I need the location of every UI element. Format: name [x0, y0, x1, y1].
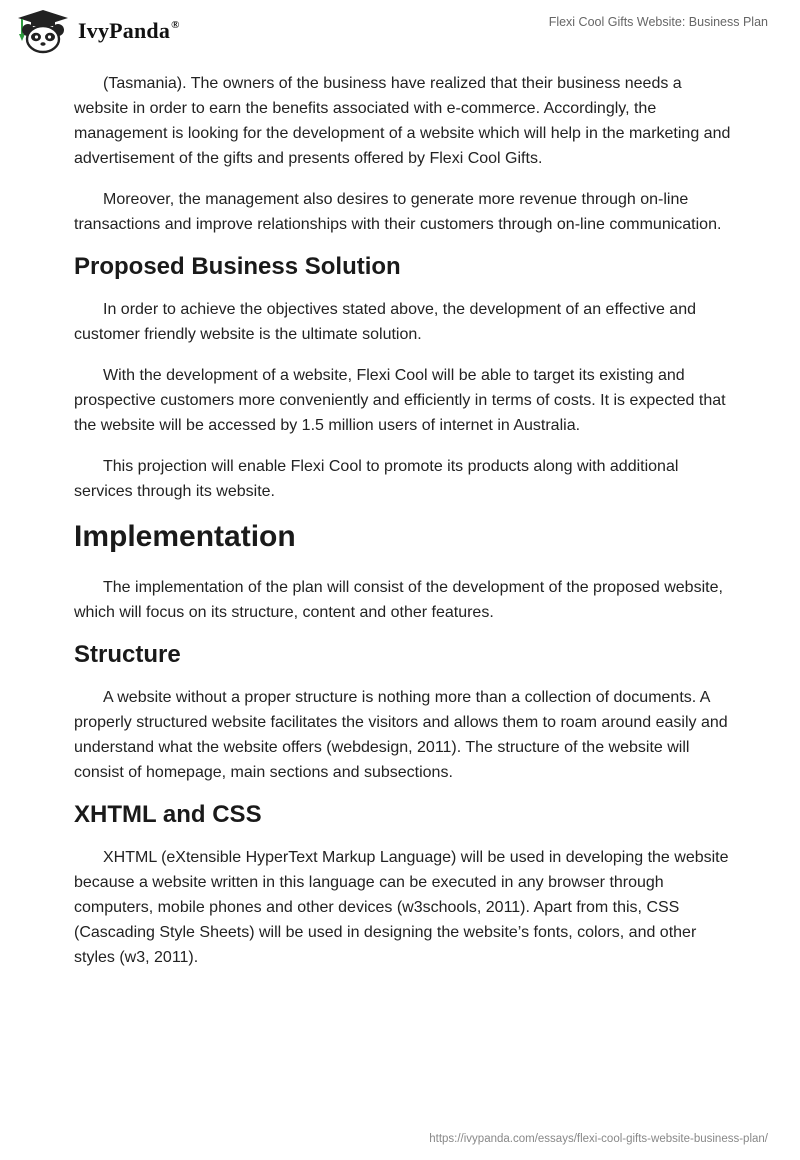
page-header [0, 0, 800, 60]
panda-graduation-cap-icon [14, 8, 72, 54]
document-title: Flexi Cool Gifts Website: Business Plan [548, 15, 768, 29]
paragraph: This projection will enable Flexi Cool to promote its products along with additional services through its website. [74, 458, 679, 500]
section-heading-structure: Structure [74, 641, 181, 668]
paragraph: XHTML (eXtensible HyperText Markup Language) will be used in developing the website because a website written in this language can be executed in any browser through computers, mobile phones and other devices (w3schools, 2011). Apart from this, CSS (Cascading Style Sheets) will be used in designing the website’s fonts, colors, and other styles (w3, 2011). [74, 849, 729, 966]
paragraph: With the development of a website, Flexi Cool will be able to target its existing and prospective customers more conveniently and efficiently in terms of costs. It is expected that the website will be accessed by 1.5 million users of internet in Australia. [74, 367, 726, 434]
brand-name: IvyPanda® [78, 18, 180, 43]
paragraph: A website without a proper structure is nothing more than a collection of documents. A properly structured website facilitates the visitors and allows them to roam around easily and understand what the website offers (webdesign, 2011). The structure of the website will consist of homepage, main sections and subsections. [74, 689, 728, 781]
source-url[interactable]: https://ivypanda.com/essays/flexi-cool-gifts-website-business-plan/ [429, 1133, 768, 1145]
paragraph: In order to achieve the objectives stated above, the development of an effective and customer friendly website is the ultimate solution. [74, 301, 696, 343]
section-heading-proposed-solution: Proposed Business Solution [74, 253, 401, 280]
paragraph: Moreover, the management also desires to generate more revenue through on-line transactions and improve relationships with their customers through on-line communication. [74, 191, 722, 233]
section-heading-implementation: Implementation [74, 520, 296, 553]
registered-mark: ® [171, 19, 180, 31]
paragraph: The implementation of the plan will consist of the development of the proposed website, which will focus on its structure, content and other features. [74, 579, 723, 621]
brand-logo[interactable] [14, 8, 180, 54]
section-heading-xhtml-css: XHTML and CSS [74, 801, 262, 828]
essay-body [74, 71, 734, 986]
paragraph: (Tasmania). The owners of the business have realized that their business needs a website in order to earn the benefits associated with e-commerce. Accordingly, the management is looking for the development of a website which will help in the marketing and advertisement of the gifts and presents offered by Flexi Cool Gifts. [74, 75, 731, 167]
